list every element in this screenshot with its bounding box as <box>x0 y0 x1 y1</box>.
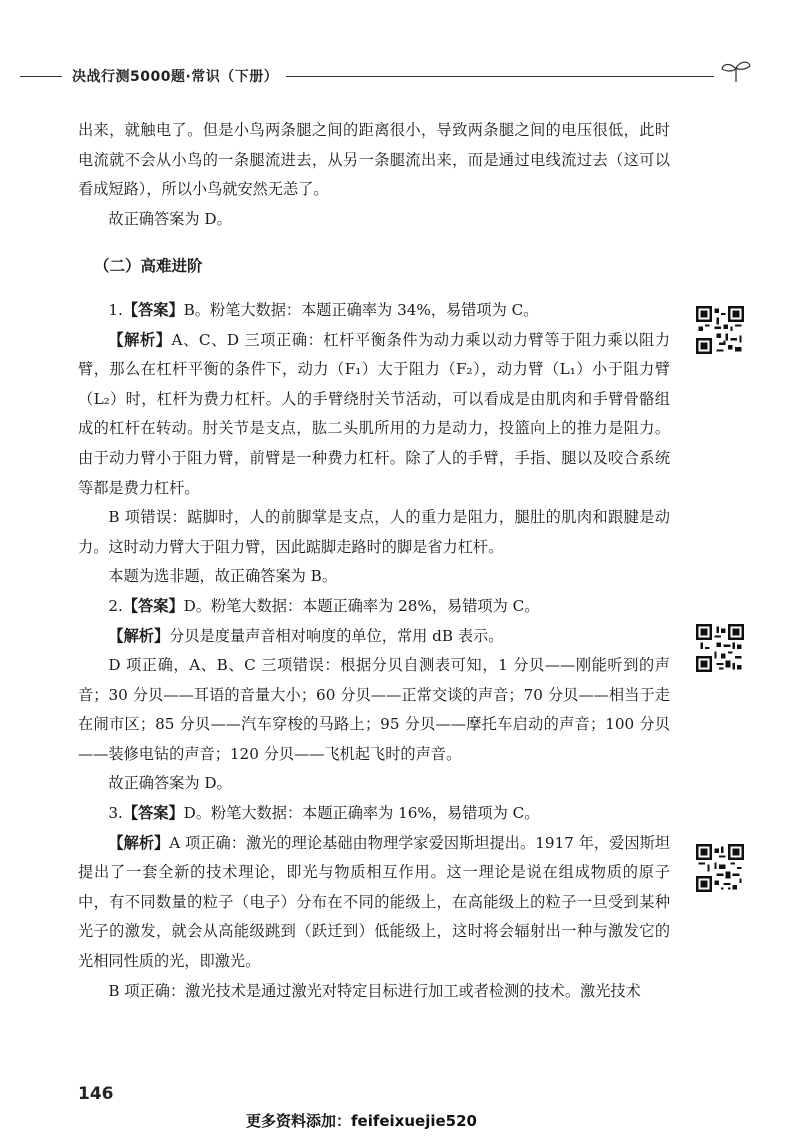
paragraph: B 项错误：踮脚时，人的前脚掌是支点，人的重力是阻力，腿肚的肌肉和跟腱是动力。这时动力臂大于阻力臂，因此踮脚走路时的脚是省力杠杆。 <box>78 508 670 556</box>
header-rule-left <box>20 76 62 77</box>
q2-answer <box>78 592 670 622</box>
paragraph: D 项正确，A、B、C 三项错误：根据分贝自测表可知，1 分贝——刚能听到的声音；30 分贝——耳语的音量大小；60 分贝——正常交谈的声音；70 分贝——相当于走在闹市区；85 分贝——汽车穿梭的马路上；95 分贝——摩托车启动的声音；100 分贝——装修电钻的声音；120 分贝——飞机起飞时的声音。 <box>78 656 670 763</box>
analysis-text: A、C、D 三项正确：杠杆平衡条件为动力乘以动力臂等于阻力乘以阻力臂，那么在杠杆平衡的条件下，动力（F₁）大于阻力（F₂），动力臂（L₁）小于阻力臂（L₂）时，杠杆为费力杠杆。人的手臂绕肘关节活动，可以看成是由肌肉和手臂骨骼组成的杠杆在转动。肘关节是支点，肱二头肌所用的力是动力，投篮向上的推力是阻力。由于动力臂小于阻力臂，前臂是一种费力杠杆。除了人的手臂，手指、腿以及咬合系统等都是费力杠杆。 <box>78 330 671 497</box>
analysis-label: 【解析】 <box>108 833 170 852</box>
q2-analysis <box>78 622 670 652</box>
header-rule-right <box>286 76 714 77</box>
book-title: 决战行测5000题·常识（下册） <box>72 69 279 85</box>
answer-text: D。粉笔大数据：本题正确率为 16%，易错项为 C。 <box>183 804 540 823</box>
q3-analysis <box>78 829 670 977</box>
qr-code-icon[interactable] <box>696 844 744 892</box>
sprout-icon <box>716 58 756 84</box>
qr-code-icon[interactable] <box>696 624 744 672</box>
section-heading: （二）高难进阶 <box>94 257 203 276</box>
analysis-text: A 项正确：激光的理论基础由物理学家爱因斯坦提出。1917 年，爱因斯坦提出了一套全新的技术理论，即光与物质相互作用。这一理论是说在组成物质的原子中，有不同数量的粒子（电子）分布在不同的能级上，在高能级上的粒子一旦受到某种光子的激发，就会从高能级跳到（跃迁到）低能级上，这时将会辐射出一种与激发它的光相同性质的光，即激光。 <box>78 833 670 971</box>
footer-note: 更多资料添加：feifeixuejie520 <box>246 1112 477 1130</box>
page-body <box>78 116 670 1006</box>
answer-label: 【答案】 <box>122 300 184 319</box>
paragraph: 故正确答案为 D。 <box>108 774 232 793</box>
paragraph: 本题为选非题，故正确答案为 B。 <box>108 567 338 586</box>
question-number: 1. <box>108 300 123 319</box>
answer-text: D。粉笔大数据：本题正确率为 28%，易错项为 C。 <box>183 596 540 615</box>
paragraph: 出来，就触电了。但是小鸟两条腿之间的距离很小，导致两条腿之间的电压很低，此时电流就不会从小鸟的一条腿流进去，从另一条腿流出来，而是通过电线流过去（这可以看成短路），所以小鸟就安然无恙了。 <box>78 121 670 199</box>
answer-label: 【答案】 <box>122 804 184 823</box>
analysis-label: 【解析】 <box>108 626 170 645</box>
qr-code-icon[interactable] <box>696 306 744 354</box>
q1-analysis <box>78 326 670 504</box>
q3-answer <box>78 799 670 829</box>
answer-text: B。粉笔大数据：本题正确率为 34%，易错项为 C。 <box>183 300 539 319</box>
question-number: 2. <box>108 596 123 615</box>
question-number: 3. <box>108 804 123 823</box>
paragraph: 故正确答案为 D。 <box>108 209 232 228</box>
paragraph: B 项正确：激光技术是通过激光对特定目标进行加工或者检测的技术。激光技术 <box>108 981 641 1000</box>
page-number: 146 <box>78 1084 114 1104</box>
analysis-text: 分贝是度量声音相对响度的单位，常用 dB 表示。 <box>169 626 504 645</box>
running-header <box>0 58 800 94</box>
analysis-label: 【解析】 <box>108 330 172 349</box>
q1-answer <box>78 296 670 326</box>
answer-label: 【答案】 <box>122 596 184 615</box>
